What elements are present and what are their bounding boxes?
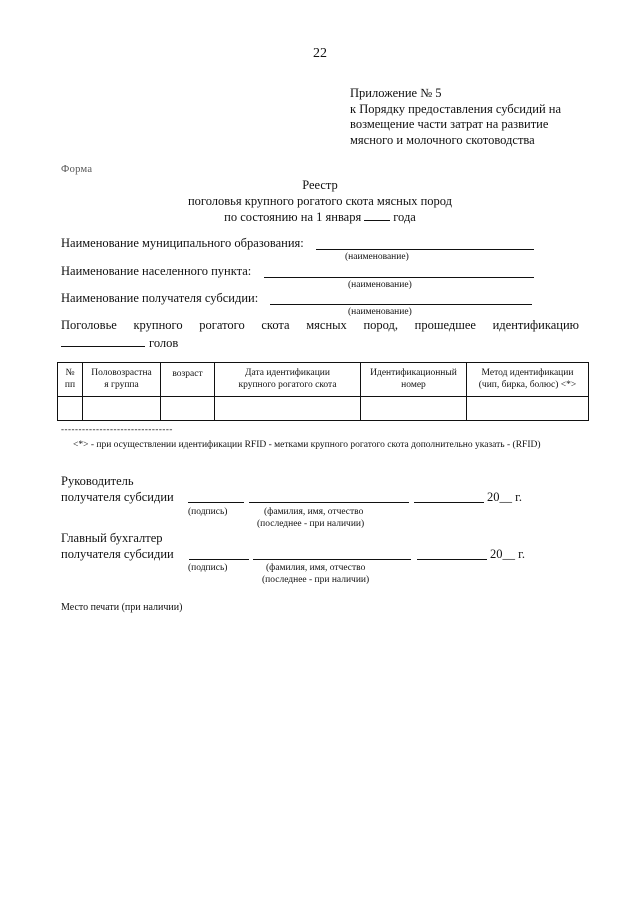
cell-identification-method[interactable] xyxy=(467,397,589,421)
accountant-name-hint-1: (фамилия, имя, отчество xyxy=(266,563,366,573)
seal-note: Место печати (при наличии) xyxy=(61,602,183,613)
cell-identification-date[interactable] xyxy=(215,397,361,421)
accountant-title-line-2: получателя субсидии xyxy=(61,547,174,561)
accountant-date-field[interactable] xyxy=(417,559,487,560)
head-title-line-2: получателя субсидии xyxy=(61,490,174,504)
title-line-1: Реестр xyxy=(302,178,338,192)
municipality-label: Наименование муниципального образования: xyxy=(61,236,304,250)
head-signature-hint: (подпись) xyxy=(188,507,228,517)
head-title-line-1: Руководитель xyxy=(61,474,134,488)
header-number: № пп xyxy=(58,363,83,397)
accountant-title-line-1: Главный бухгалтер xyxy=(61,531,163,545)
cell-sex-age-group[interactable] xyxy=(83,397,161,421)
header-identification-number: Идентификационный номер xyxy=(361,363,467,397)
settlement-field[interactable] xyxy=(264,277,534,278)
livestock-count-field[interactable] xyxy=(61,335,145,347)
annex-line-1: Приложение № 5 xyxy=(350,86,442,100)
head-signature-field[interactable] xyxy=(188,502,244,503)
annex-line-3: возмещение части затрат на развитие xyxy=(350,117,549,131)
document-title xyxy=(0,178,640,226)
header-age: возраст xyxy=(161,363,215,397)
header-identification-date: Дата идентификации крупного рогатого скота xyxy=(215,363,361,397)
livestock-count-line xyxy=(61,335,178,351)
table-row xyxy=(58,397,589,421)
annex-line-2: к Порядку предоставления субсидий на xyxy=(350,101,562,116)
registry-table xyxy=(57,362,589,421)
municipality-field[interactable] xyxy=(316,249,534,250)
accountant-year: 20__ г. xyxy=(490,547,525,561)
head-year: 20__ г. xyxy=(487,490,522,504)
accountant-signature-hint: (подпись) xyxy=(188,563,228,573)
footnote-separator: -------------------------------- xyxy=(61,424,173,434)
title-line-3 xyxy=(0,209,640,226)
cell-age[interactable] xyxy=(161,397,215,421)
cell-identification-number[interactable] xyxy=(361,397,467,421)
form-label: Форма xyxy=(61,164,93,175)
accountant-name-hint-2: (последнее - при наличии) xyxy=(262,575,370,585)
year-blank[interactable] xyxy=(364,209,390,221)
municipality-hint: (наименование) xyxy=(345,252,409,262)
header-sex-age-group: Половозрастна я группа xyxy=(83,363,161,397)
livestock-unit: голов xyxy=(149,336,179,350)
head-date-field[interactable] xyxy=(414,502,484,503)
recipient-field[interactable] xyxy=(270,304,532,305)
settlement-hint: (наименование) xyxy=(348,280,412,290)
title-line-2: поголовья крупного рогатого скота мясных пород xyxy=(187,193,453,208)
accountant-signature-field[interactable] xyxy=(189,559,249,560)
annex-header xyxy=(350,86,561,148)
footnote-text: <*> - при осуществлении идентификации RFID - метками крупного рогатого скота дополнительно указать - (RFID) xyxy=(73,440,541,450)
footnote xyxy=(61,438,586,452)
livestock-statement: Поголовье крупного рогатого скота мясных пород, прошедшее идентификацию xyxy=(61,318,579,332)
head-name-hint-2: (последнее - при наличии) xyxy=(257,519,365,529)
title-date-prefix: по состоянию на 1 января xyxy=(224,210,362,224)
table-header-row xyxy=(58,363,589,397)
recipient-label: Наименование получателя субсидии: xyxy=(61,291,259,305)
annex-line-4: мясного и молочного скотоводства xyxy=(350,132,535,147)
head-name-hint-1: (фамилия, имя, отчество xyxy=(264,507,364,517)
title-date-suffix: года xyxy=(393,210,416,224)
page-number: 22 xyxy=(313,46,327,61)
header-identification-method: Метод идентификации (чип, бирка, болюс) <*> xyxy=(467,363,589,397)
recipient-hint: (наименование) xyxy=(348,307,412,317)
head-name-field[interactable] xyxy=(249,502,409,503)
settlement-label: Наименование населенного пункта: xyxy=(61,264,252,278)
accountant-name-field[interactable] xyxy=(253,559,411,560)
cell-number[interactable] xyxy=(58,397,83,421)
